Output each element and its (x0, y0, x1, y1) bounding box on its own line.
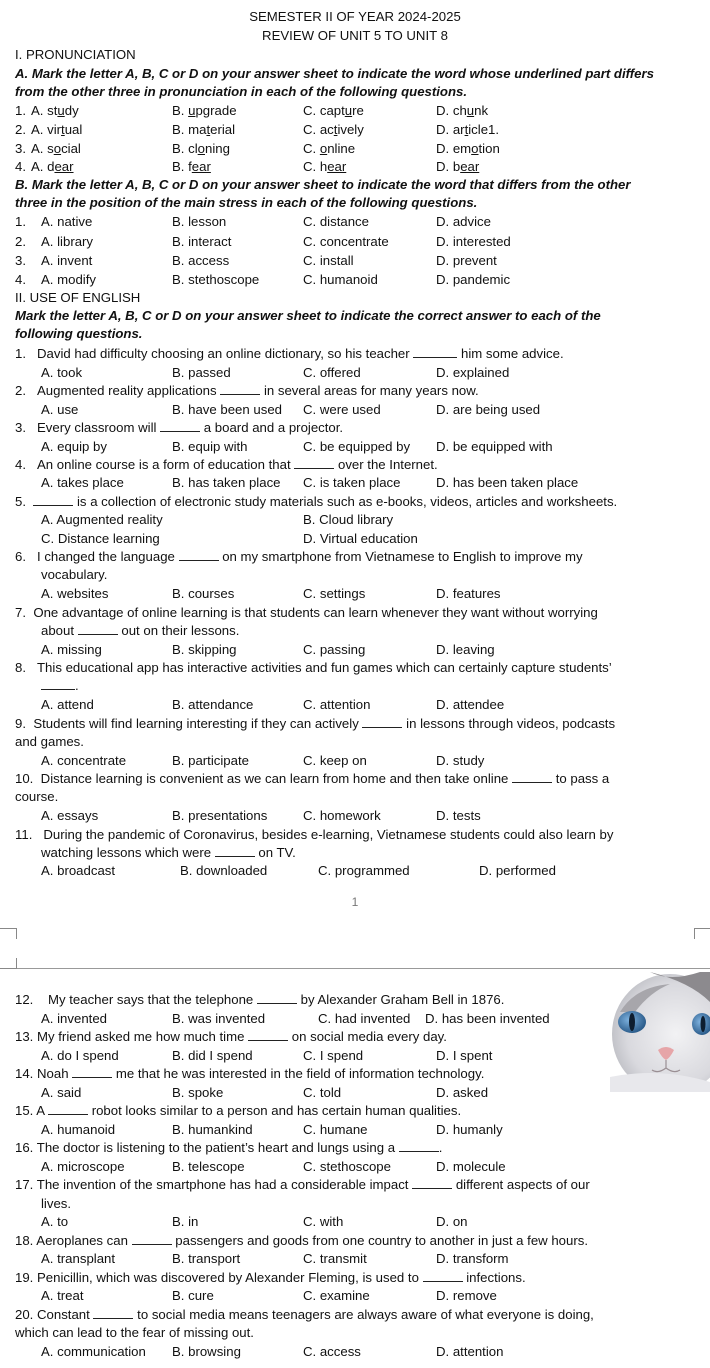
instruction-english-line2: following questions. (15, 326, 143, 341)
q7-option-a[interactable]: A. missing (41, 642, 102, 657)
question-14-stem: 14. Noah me that he was interested in the field of information technology. (15, 1066, 485, 1081)
question-number: 3. (15, 141, 26, 156)
q14-option-a[interactable]: A. said (41, 1085, 82, 1100)
question-20-stem-cont: which can lead to the fear of missing out. (15, 1325, 254, 1340)
q18-option-c[interactable]: C. transmit (303, 1251, 367, 1266)
q2-option-b[interactable]: B. have been used (172, 402, 282, 417)
option-b[interactable]: B. cloning (172, 141, 230, 156)
q13-option-c[interactable]: C. I spend (303, 1048, 364, 1063)
q15-option-c[interactable]: C. humane (303, 1122, 368, 1137)
option-c[interactable]: C. distance (303, 214, 369, 229)
question-12-stem: 12. My teacher says that the telephone by Alexander Graham Bell in 1876. (15, 992, 505, 1007)
question-10-stem: 10. Distance learning is convenient as we can learn from home and then take online to pass a (15, 771, 610, 786)
q9-option-d[interactable]: D. study (436, 753, 485, 768)
q16-option-b[interactable]: B. telescope (172, 1159, 245, 1174)
question-9-stem-cont: and games. (15, 734, 84, 749)
q16-option-a[interactable]: A. microscope (41, 1159, 125, 1174)
question-number: 1. (15, 103, 26, 118)
question-6-stem-cont: vocabulary. (41, 567, 108, 582)
q18-option-a[interactable]: A. transplant (41, 1251, 116, 1266)
q10-option-a[interactable]: A. essays (41, 808, 99, 823)
option-c[interactable]: C. online (303, 141, 356, 156)
q20-option-d[interactable]: D. attention (436, 1344, 504, 1359)
q10-option-b[interactable]: B. presentations (172, 808, 268, 823)
q3-option-d[interactable]: D. be equipped with (436, 439, 553, 454)
q8-option-b[interactable]: B. attendance (172, 697, 254, 712)
question-6-stem: 6. I changed the language on my smartphone from Vietnamese to English to improve my (15, 549, 583, 564)
option-b[interactable]: B. material (172, 122, 236, 137)
option-b[interactable]: B. stethoscope (172, 272, 260, 287)
option-c[interactable]: C. humanoid (303, 272, 378, 287)
question-8-stem-cont: . (41, 677, 710, 695)
q14-option-c[interactable]: C. told (303, 1085, 342, 1100)
q19-option-b[interactable]: B. cure (172, 1288, 214, 1303)
q13-option-d[interactable]: D. I spent (436, 1048, 493, 1063)
q4-option-c[interactable]: C. is taken place (303, 475, 401, 490)
q12-option-a[interactable]: A. invented (41, 1011, 107, 1026)
option-b[interactable]: B. lesson (172, 214, 227, 229)
option-a[interactable]: A. virtual (31, 122, 83, 137)
option-d[interactable]: D. interested (436, 234, 511, 249)
q5-option-c[interactable]: C. Distance learning (41, 531, 160, 546)
q11-option-a[interactable]: A. broadcast (41, 863, 116, 878)
q20-option-c[interactable]: C. access (303, 1344, 361, 1359)
option-c[interactable]: C. install (303, 253, 354, 268)
question-13-stem: 13. My friend asked me how much time on social media every day. (15, 1029, 447, 1044)
question-9-stem: 9. Students will find learning interesting if they can actively in lessons through videos, podcasts (15, 716, 616, 731)
q6-option-b[interactable]: B. courses (172, 586, 235, 601)
q11-option-d[interactable]: D. performed (479, 863, 556, 878)
option-a[interactable]: A. invent (41, 253, 93, 268)
q8-option-a[interactable]: A. attend (41, 697, 94, 712)
q5-option-a[interactable]: A. Augmented reality (41, 512, 163, 527)
instruction-b-line2: three in the position of the main stress in each of the following questions. (15, 195, 478, 210)
question-number: 2. (15, 122, 26, 137)
q20-option-a[interactable]: A. communication (41, 1344, 146, 1359)
question-number: 1. (15, 214, 26, 229)
q17-option-a[interactable]: A. to (41, 1214, 69, 1229)
title-semester: SEMESTER II OF YEAR 2024-2025 (249, 9, 461, 24)
q6-option-a[interactable]: A. websites (41, 586, 109, 601)
question-3-stem: 3. Every classroom will a board and a projector. (15, 420, 344, 435)
instruction-b-line1: B. Mark the letter A, B, C or D on your answer sheet to indicate the word that differs from the other (15, 177, 631, 192)
q13-option-a[interactable]: A. do I spend (41, 1048, 119, 1063)
q6-option-c[interactable]: C. settings (303, 586, 366, 601)
q3-option-b[interactable]: B. equip with (172, 439, 248, 454)
q1-option-b[interactable]: B. passed (172, 365, 231, 380)
question-2-stem: 2. Augmented reality applications in several areas for many years now. (15, 383, 479, 398)
question-16-stem: 16. The doctor is listening to the patient’s heart and lungs using a . (15, 1140, 443, 1155)
q14-option-b[interactable]: B. spoke (172, 1085, 224, 1100)
page-number: 1 (351, 895, 359, 909)
q17-option-c[interactable]: C. with (303, 1214, 344, 1229)
q2-option-d[interactable]: D. are being used (436, 402, 541, 417)
q5-option-d[interactable]: D. Virtual education (303, 531, 418, 546)
option-b[interactable]: B. interact (172, 234, 232, 249)
instruction-a-line2: from the other three in pronunciation in each of the following questions. (15, 84, 468, 99)
q16-option-c[interactable]: C. stethoscope (303, 1159, 391, 1174)
q7-option-d[interactable]: D. leaving (436, 642, 495, 657)
option-d[interactable]: D. prevent (436, 253, 497, 268)
question-11-stem-cont: watching lessons which were on TV. (41, 845, 296, 860)
q2-option-c[interactable]: C. were used (303, 402, 381, 417)
page-2 (0, 970, 710, 1368)
q19-option-d[interactable]: D. remove (436, 1288, 497, 1303)
q1-option-d[interactable]: D. explained (436, 365, 510, 380)
option-a[interactable]: A. native (41, 214, 93, 229)
instruction-english-line1: Mark the letter A, B, C or D on your answer sheet to indicate the correct answer to each of the (15, 308, 601, 323)
q3-option-a[interactable]: A. equip by (41, 439, 107, 454)
option-a[interactable]: A. study (31, 103, 79, 118)
q8-option-d[interactable]: D. attendee (436, 697, 505, 712)
q18-option-d[interactable]: D. transform (436, 1251, 509, 1266)
q13-option-b[interactable]: B. did I spend (172, 1048, 253, 1063)
q15-option-d[interactable]: D. humanly (436, 1122, 503, 1137)
q15-option-b[interactable]: B. humankind (172, 1122, 253, 1137)
q9-option-a[interactable]: A. concentrate (41, 753, 127, 768)
option-a[interactable]: A. library (41, 234, 94, 249)
q7-option-c[interactable]: C. passing (303, 642, 366, 657)
option-d[interactable]: D. bear (436, 159, 480, 174)
option-d[interactable]: D. article1. (436, 122, 500, 137)
option-a[interactable]: A. social (31, 141, 81, 156)
title-review: REVIEW OF UNIT 5 TO UNIT 8 (262, 28, 448, 43)
q9-option-c[interactable]: C. keep on (303, 753, 367, 768)
option-c[interactable]: C. concentrate (303, 234, 389, 249)
option-c[interactable]: C. actively (303, 122, 364, 137)
q15-option-a[interactable]: A. humanoid (41, 1122, 116, 1137)
question-17-stem: 17. The invention of the smartphone has had a considerable impact different aspects of our (15, 1177, 590, 1192)
q18-option-b[interactable]: B. transport (172, 1251, 241, 1266)
heading-pronunciation: I. PRONUNCIATION (15, 47, 136, 62)
question-5-stem: 5. is a collection of electronic study materials such as e-books, videos, articles and worksheets. (15, 494, 618, 509)
q20-option-b[interactable]: B. browsing (172, 1344, 241, 1359)
q2-option-a[interactable]: A. use (41, 402, 79, 417)
q3-option-c[interactable]: C. be equipped by (303, 439, 411, 454)
q12-option-d[interactable]: D. has been invented (425, 1011, 550, 1026)
q11-option-c[interactable]: C. programmed (318, 863, 410, 878)
question-11-stem: 11. During the pandemic of Coronavirus, besides e-learning, Vietnamese students could also learn by (15, 827, 614, 842)
option-d[interactable]: D. emotion (436, 141, 500, 156)
q7-option-b[interactable]: B. skipping (172, 642, 237, 657)
question-8-stem: 8. This educational app has interactive activities and fun games which can certainly capture students’ (15, 660, 612, 675)
option-d[interactable]: D. pandemic (436, 272, 511, 287)
q4-option-d[interactable]: D. has been taken place (436, 475, 579, 490)
q1-option-c[interactable]: C. offered (303, 365, 361, 380)
q17-option-d[interactable]: D. on (436, 1214, 468, 1229)
question-number: 4. (15, 159, 26, 174)
question-1-stem: 1. David had difficulty choosing an online dictionary, so his teacher him some advice. (15, 346, 564, 361)
q5-option-b[interactable]: B. Cloud library (303, 512, 394, 527)
option-a[interactable]: A. dear (31, 159, 74, 174)
q8-option-c[interactable]: C. attention (303, 697, 371, 712)
q11-option-b[interactable]: B. downloaded (180, 863, 268, 878)
question-17-stem-cont: lives. (41, 1196, 72, 1211)
q19-option-a[interactable]: A. treat (41, 1288, 84, 1303)
q12-option-b[interactable]: B. was invented (172, 1011, 266, 1026)
question-19-stem: 19. Penicillin, which was discovered by Alexander Fleming, is used to infections. (15, 1270, 526, 1285)
option-c[interactable]: C. hear (303, 159, 347, 174)
page-separator (0, 968, 710, 969)
question-number: 2. (15, 234, 26, 249)
question-18-stem: 18. Aeroplanes can passengers and goods from one country to another in just a few hours. (15, 1233, 589, 1248)
page-corner-mark (0, 928, 17, 939)
question-20-stem: 20. Constant to social media means teenagers are always aware of what everyone is doing, (15, 1307, 594, 1322)
option-d[interactable]: D. chunk (436, 103, 489, 118)
q6-option-d[interactable]: D. features (436, 586, 501, 601)
question-number: 4. (15, 272, 26, 287)
q17-option-b[interactable]: B. in (172, 1214, 199, 1229)
q14-option-d[interactable]: D. asked (436, 1085, 489, 1100)
question-10-stem-cont: course. (15, 789, 59, 804)
q19-option-c[interactable]: C. examine (303, 1288, 370, 1303)
q10-option-c[interactable]: C. homework (303, 808, 381, 823)
q1-option-a[interactable]: A. took (41, 365, 83, 380)
option-b[interactable]: B. access (172, 253, 230, 268)
option-b[interactable]: B. upgrade (172, 103, 237, 118)
option-a[interactable]: A. modify (41, 272, 96, 287)
option-d[interactable]: D. advice (436, 214, 491, 229)
q10-option-d[interactable]: D. tests (436, 808, 481, 823)
question-15-stem: 15. A robot looks similar to a person and has certain human qualities. (15, 1103, 462, 1118)
heading-use-of-english: II. USE OF ENGLISH (15, 290, 141, 305)
q4-option-a[interactable]: A. takes place (41, 475, 124, 490)
question-number: 3. (15, 253, 26, 268)
q9-option-b[interactable]: B. participate (172, 753, 249, 768)
q16-option-d[interactable]: D. molecule (436, 1159, 506, 1174)
page-corner-mark (0, 958, 17, 969)
question-4-stem: 4. An online course is a form of education that over the Internet. (15, 457, 438, 472)
question-7-stem: 7. One advantage of online learning is that students can learn whenever they want without worrying (15, 605, 598, 620)
option-b[interactable]: B. fear (172, 159, 211, 174)
q12-option-c[interactable]: C. had invented (318, 1011, 411, 1026)
q4-option-b[interactable]: B. has taken place (172, 475, 281, 490)
instruction-a-line1: A. Mark the letter A, B, C or D on your answer sheet to indicate the word whose underlined part differs (15, 66, 654, 81)
question-7-stem-cont: about out on their lessons. (41, 623, 240, 638)
page-corner-mark (694, 928, 710, 939)
option-c[interactable]: C. capture (303, 103, 364, 118)
